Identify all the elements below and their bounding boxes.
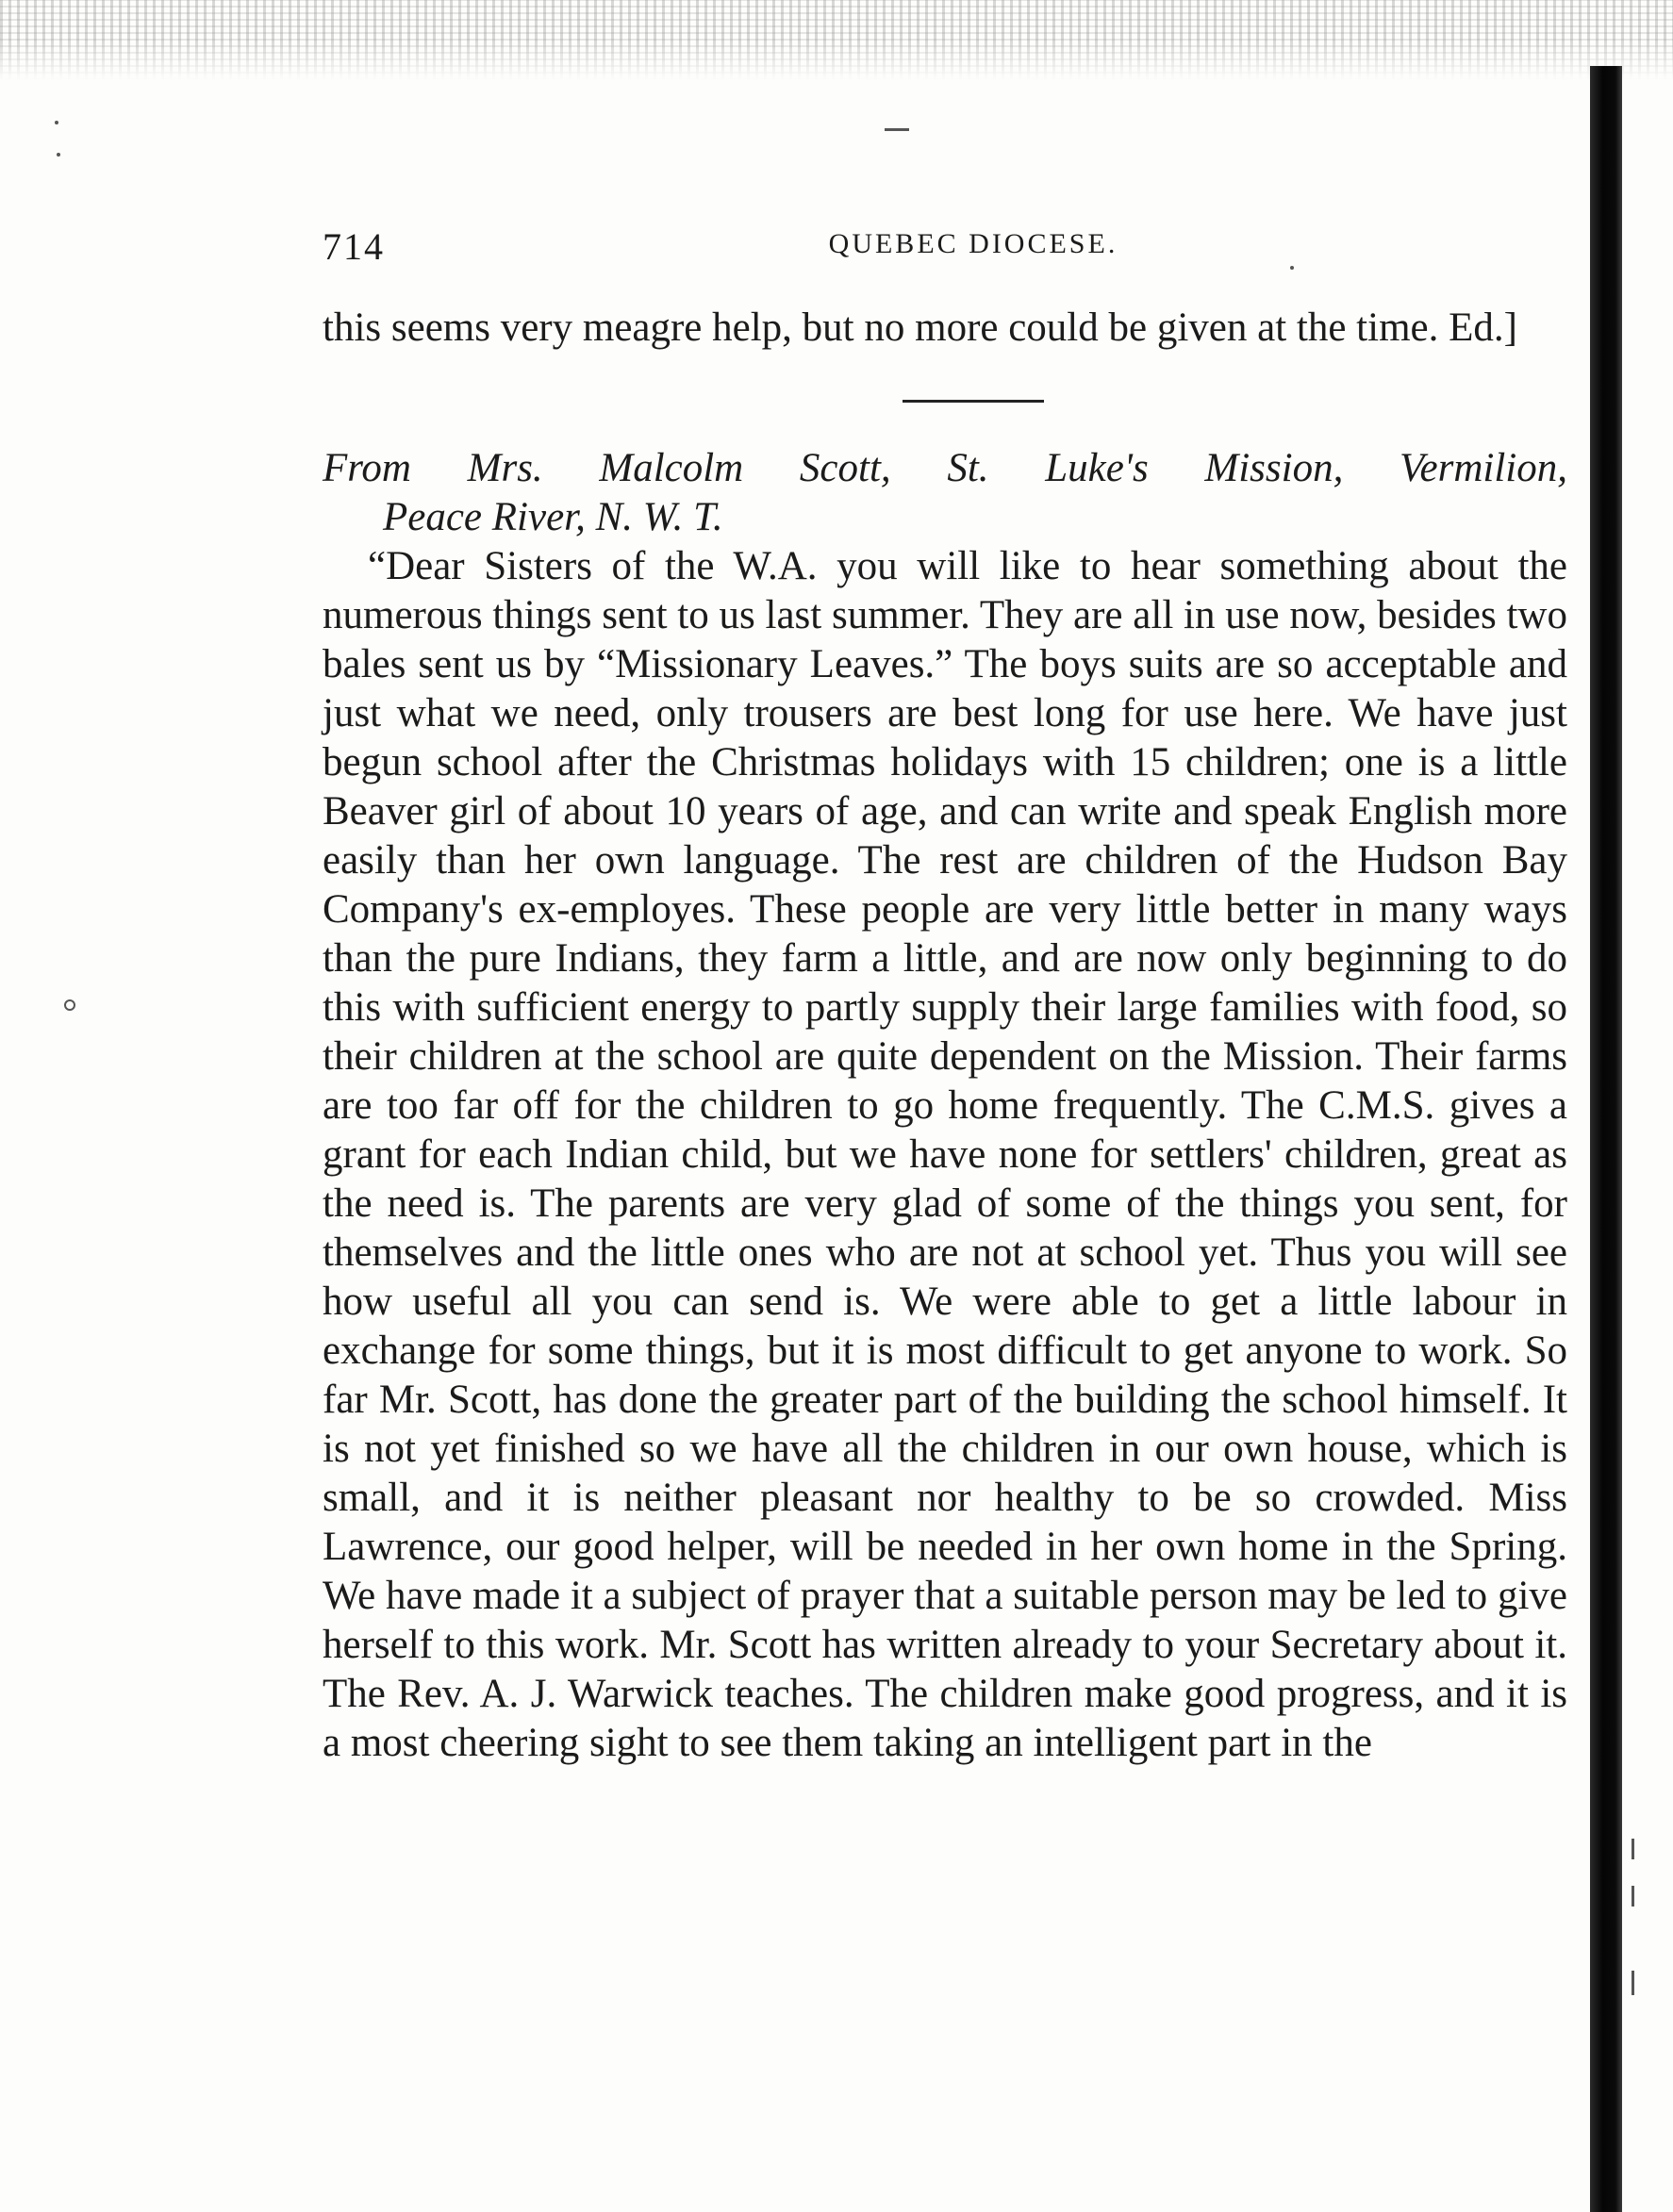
scan-speck xyxy=(1632,1971,1634,1995)
letter-heading-line1: From Mrs. Malcolm Scott, St. Luke's Mission, Vermilion, xyxy=(323,446,1567,490)
letter-body: “Dear Sisters of the W.A. you will like to hear something about the numerous things sent to us last summer. They are all in use now, besides two bales sent us by “Missionary Leaves.” The boys suits are so acceptable and just what we need, only trousers are best long for use here. We have just begun school after the Christmas holidays with 15 children; one is a little Beaver girl of about 10 years of age, and can write and speak English more easily than her own language. The rest are children of the Hudson Bay Company's ex-employes. These people are very little better in many ways than the pure Indians, they farm a little, and are now only beginning to do this with sufficient energy to partly supply their large families with food, so their children at the school are quite dependent on the Mission. Their farms are too far off for the children to go home frequently. The C.M.S. gives a grant for each Indian child, but we have none for settlers' children, great as the need is. The parents are very glad of some of the things you sent, for themselves and the little ones who are not at school yet. Thus you will see how useful all you can send is. We were able to get a little labour in exchange for some things, but it is most difficult to get anyone to work. So far Mr. Scott, has done the greater part of the building the school himself. It is not yet finished so we have all the children in our own house, which is small, and it is neither pleasant nor healthy to be so crowded. Miss Lawrence, our good helper, will be needed in her own home in the Spring. We have made it a subject of prayer that a suitable person may be led to give herself to this work. Mr. Scott has written already to your Secretary about it. The Rev. A. J. Warwick teaches. The children make good progress, and it is a most cheering sight to see them taking an intelligent part in the xyxy=(323,544,1567,1765)
scan-binding-edge xyxy=(1590,66,1622,2212)
scan-noise-top xyxy=(0,0,1673,80)
letter-heading-line2: Peace River, N. W. T. xyxy=(383,495,723,539)
running-head: QUEBEC DIOCESE. xyxy=(828,228,1118,259)
page-number: 714 xyxy=(323,225,385,268)
scan-speck xyxy=(55,121,58,124)
page-header xyxy=(323,224,1567,272)
scan-speck xyxy=(1632,1839,1634,1859)
scan-speck xyxy=(64,999,75,1011)
scan-speck xyxy=(57,153,60,157)
scan-speck xyxy=(1632,1886,1634,1907)
scan-speck xyxy=(885,128,909,131)
editor-note-continuation: this seems very meagre help, but no more could be given at the time. Ed.] xyxy=(323,305,1517,350)
section-divider xyxy=(903,400,1044,403)
page-content xyxy=(323,304,1567,1768)
